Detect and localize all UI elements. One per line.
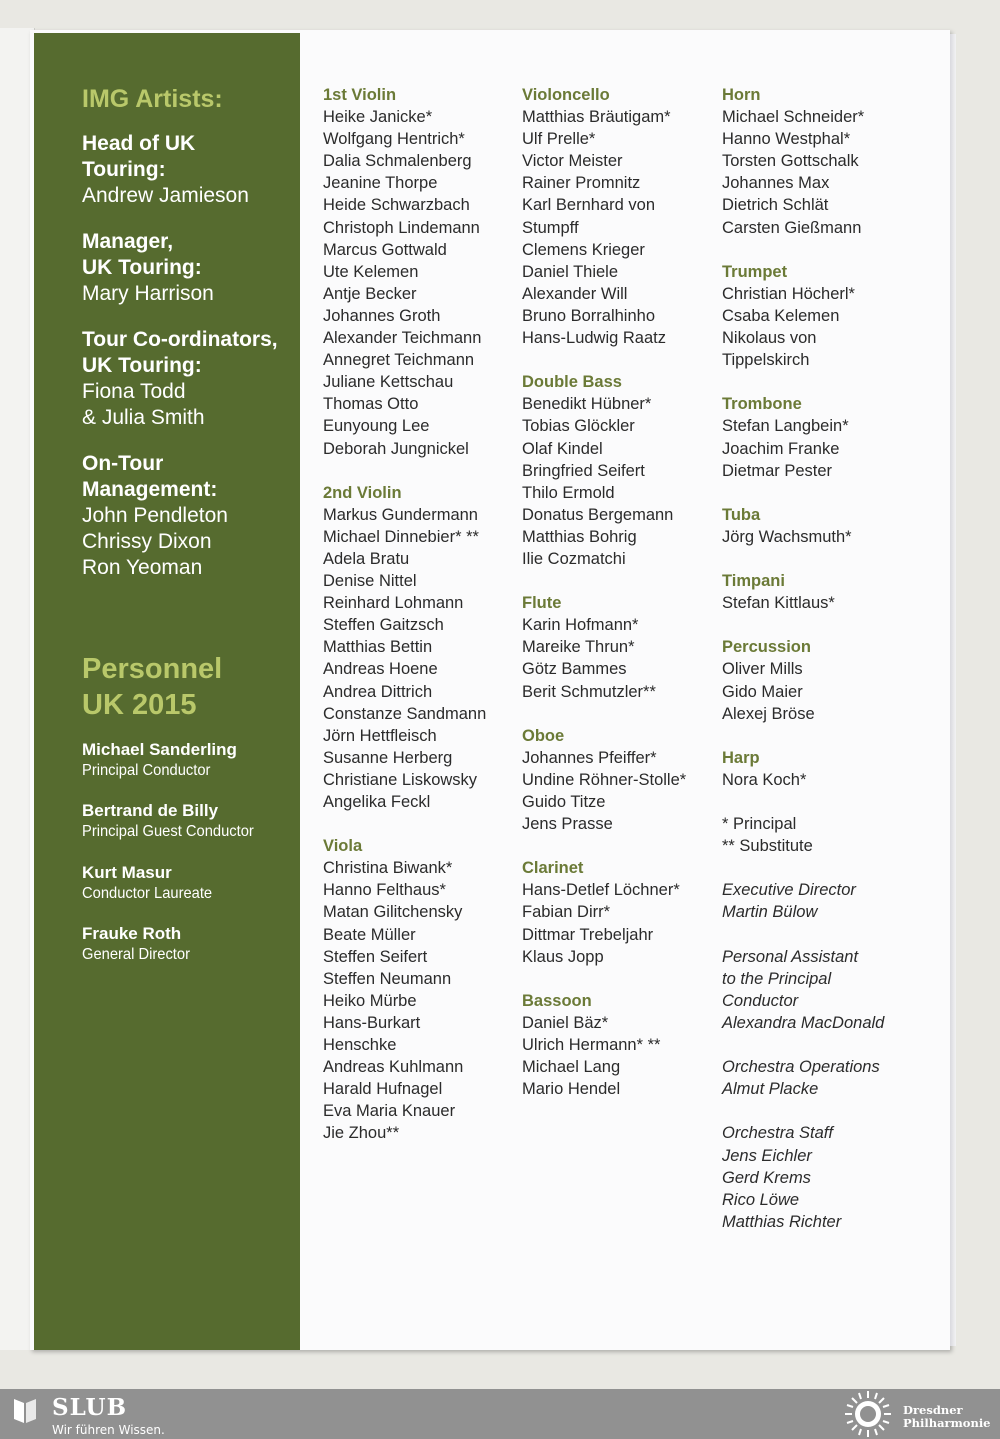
staff-line: Alexandra MacDonald	[722, 1013, 885, 1032]
staff-line: Orchestra Operations	[722, 1058, 880, 1077]
staff-line: Executive Director	[722, 881, 856, 900]
member-name: Joachim Franke	[722, 439, 840, 458]
staff-line: Matthias Richter	[722, 1212, 842, 1231]
member-name: Stefan Langbein*	[722, 417, 849, 436]
member-name: Hanno Westphal*	[722, 130, 851, 149]
member-name: Michael Dinnebier* **	[323, 527, 479, 546]
staff-line: Orchestra Staff	[722, 1124, 833, 1143]
leader-name: Kurt Masur	[82, 863, 172, 882]
member-name: Karin Hofmann*	[522, 616, 639, 635]
member-name: Benedikt Hübner*	[522, 395, 652, 414]
member-name: Annegret Teichmann	[323, 351, 475, 370]
section	[323, 482, 523, 813]
member-name: Torsten Gottschalk	[722, 152, 859, 171]
legend-substitute: ** Substitute	[722, 837, 813, 856]
member-name: Stefan Kittlaus*	[722, 594, 835, 613]
slub-tagline: Wir führen Wissen.	[52, 1423, 165, 1437]
staff-line: to the Principal	[722, 969, 832, 988]
section	[722, 261, 922, 371]
member-name: Michael Schneider*	[722, 108, 865, 127]
member-name: Berit Schmutzler**	[522, 682, 656, 701]
member-name: Dietmar Pester	[722, 461, 833, 480]
section-title: Bassoon	[522, 991, 592, 1010]
member-name: Johannes Pfeiffer*	[522, 748, 657, 767]
member-name: Johannes Groth	[323, 306, 441, 325]
member-name: Bruno Borralhinho	[522, 306, 655, 325]
member-name: Heide Schwarzbach	[323, 196, 470, 215]
member-name: Matthias Bettin	[323, 638, 433, 657]
leader-role: Principal Conductor	[82, 762, 211, 779]
member-name: Daniel Bäz*	[522, 1013, 609, 1032]
member-name: Hanno Felthaus*	[323, 881, 446, 900]
member-name: Andreas Kuhlmann	[323, 1058, 464, 1077]
member-name: Heiko Mürbe	[323, 991, 417, 1010]
member-name: Tobias Glöckler	[522, 417, 635, 436]
member-name: Nikolaus von Tippelskirch	[722, 329, 817, 370]
legend	[722, 813, 922, 857]
member-name: Christoph Lindemann	[323, 218, 480, 237]
member-name: Gido Maier	[722, 682, 803, 701]
roster-column-3	[722, 84, 922, 1233]
member-name: Alexej Bröse	[722, 704, 815, 723]
staff-list	[722, 879, 922, 1233]
section	[323, 835, 523, 1144]
member-name: Reinhard Lohmann	[323, 594, 464, 613]
section	[722, 504, 922, 548]
section	[522, 725, 722, 835]
staff-line: Martin Bülow	[722, 903, 818, 922]
member-name: Karl Bernhard von Stumpff	[522, 196, 655, 237]
member-name: Matthias Bräutigam*	[522, 108, 671, 127]
block-value: Mary Harrison	[82, 282, 214, 305]
member-name: Deborah Jungnickel	[323, 439, 469, 458]
section	[722, 84, 922, 239]
member-name: Heike Janicke*	[323, 108, 433, 127]
section-title: 1st Violin	[323, 86, 397, 104]
right-page-edge	[950, 34, 956, 1346]
section-title: Violoncello	[522, 86, 610, 104]
member-name: Thilo Ermold	[522, 483, 615, 502]
member-name: Alexander Teichmann	[323, 329, 482, 348]
leader-entry	[82, 862, 297, 904]
section	[522, 990, 722, 1100]
member-name: Marcus Gottwald	[323, 240, 447, 259]
section	[522, 371, 722, 570]
member-name: Susanne Herberg	[323, 748, 453, 767]
member-name: Guido Titze	[522, 793, 606, 811]
member-name: Antje Becker	[323, 284, 417, 303]
member-name: Hans-Ludwig Raatz	[522, 329, 666, 348]
img-artists-heading: IMG Artists:	[82, 85, 223, 113]
member-name: Eunyoung Lee	[323, 417, 430, 436]
member-name: Angelika Feckl	[323, 793, 431, 811]
member-name: Andrea Dittrich	[323, 682, 433, 701]
leader-role: Conductor Laureate	[82, 885, 213, 902]
block-value: Andrew Jamieson	[82, 184, 249, 207]
section-title: Tuba	[722, 505, 761, 524]
section	[522, 84, 722, 349]
member-name: Eva Maria Knauer	[323, 1102, 456, 1121]
member-name: Alexander Will	[522, 284, 628, 303]
member-name: Götz Bammes	[522, 660, 627, 679]
member-name: Steffen Seifert	[323, 947, 428, 966]
section	[722, 393, 922, 481]
member-name: Dittmar Trebeljahr	[522, 925, 654, 944]
staff-group	[722, 879, 922, 923]
member-name: Nora Koch*	[722, 770, 807, 789]
on-tour-management-block	[82, 451, 297, 581]
leader-role: Principal Guest Conductor	[82, 823, 254, 840]
member-name: Andreas Hoene	[323, 660, 438, 679]
section-title: Oboe	[522, 726, 565, 745]
section-title: Trumpet	[722, 262, 788, 281]
member-name: Hans-Burkart Henschke	[323, 1013, 421, 1055]
personnel-heading: Personnel UK 2015	[82, 653, 223, 721]
col3-sections	[722, 84, 922, 791]
staff-line: Conductor	[722, 991, 799, 1010]
member-name: Clemens Krieger	[522, 240, 645, 259]
block-title: On-Tour Management:	[82, 452, 218, 501]
section	[722, 747, 922, 791]
member-name: Klaus Jopp	[522, 947, 604, 966]
member-name: Ulf Prelle*	[522, 130, 596, 149]
block-title: Tour Co-ordinators, UK Touring:	[82, 328, 278, 377]
section-title: Double Bass	[522, 373, 622, 392]
member-name: Jens Prasse	[522, 815, 613, 834]
member-name: Beate Müller	[323, 925, 416, 944]
member-name: Adela Bratu	[323, 549, 410, 568]
leader-entry	[82, 800, 297, 842]
section-title: 2nd Violin	[323, 483, 402, 502]
member-name: Ute Kelemen	[323, 262, 419, 281]
staff-line: Rico Löwe	[722, 1190, 800, 1209]
member-name: Matan Gilitchensky	[323, 903, 463, 922]
member-name: Bringfried Seifert	[522, 461, 645, 480]
member-name: Oliver Mills	[722, 660, 803, 679]
member-name: Rainer Promnitz	[522, 174, 641, 193]
member-name: Thomas Otto	[323, 395, 419, 414]
member-name: Ilie Cozmatchi	[522, 549, 626, 568]
section-title: Harp	[722, 748, 760, 767]
tour-coordinators-block	[82, 327, 314, 431]
staff-group	[722, 1056, 922, 1100]
member-name: Johannes Max	[722, 174, 830, 193]
member-name: Christina Biwank*	[323, 859, 453, 878]
section-title: Horn	[722, 86, 761, 104]
legend-principal: * Principal	[722, 815, 797, 834]
section	[522, 592, 722, 702]
member-name: Matthias Bohrig	[522, 527, 637, 546]
section-title: Flute	[522, 594, 562, 613]
staff-line: Almut Placke	[722, 1080, 819, 1099]
member-name: Steffen Gaitzsch	[323, 616, 444, 635]
block-value: Fiona Todd & Julia Smith	[82, 380, 205, 429]
member-name: Fabian Dirr*	[522, 903, 611, 922]
staff-line: Jens Eichler	[722, 1146, 812, 1165]
staff-line: Gerd Krems	[722, 1168, 811, 1187]
section-title: Timpani	[722, 572, 785, 591]
leader-name: Bertrand de Billy	[82, 801, 219, 820]
block-title: Head of UK Touring:	[82, 132, 196, 181]
member-name: Olaf Kindel	[522, 439, 603, 458]
section-title: Trombone	[722, 395, 802, 414]
sidebar	[34, 33, 300, 1350]
leader-role: General Director	[82, 946, 190, 963]
member-name: Ulrich Hermann* **	[522, 1036, 661, 1055]
leader-name: Michael Sanderling	[82, 740, 237, 759]
philharmonie-sunburst-icon	[842, 1389, 894, 1439]
member-name: Jie Zhou**	[323, 1124, 400, 1143]
section	[522, 857, 722, 967]
member-name: Dalia Schmalenberg	[323, 152, 472, 171]
section-title: Clarinet	[522, 859, 584, 878]
section-title: Percussion	[722, 638, 811, 657]
staff-line: Personal Assistant	[722, 947, 859, 966]
member-name: Dietrich Schlät	[722, 196, 829, 215]
member-name: Harald Hufnagel	[323, 1080, 443, 1099]
leader-entry	[82, 923, 297, 965]
member-name: Csaba Kelemen	[722, 306, 840, 325]
member-name: Juliane Kettschau	[323, 373, 454, 392]
staff-group	[722, 1122, 922, 1232]
member-name: Daniel Thiele	[522, 262, 619, 281]
member-name: Jeanine Thorpe	[323, 174, 438, 193]
section	[323, 84, 523, 460]
member-name: Steffen Neumann	[323, 969, 452, 988]
member-name: Mario Hendel	[522, 1080, 621, 1099]
slub-book-icon	[12, 1397, 38, 1425]
member-name: Hans-Detlef Löchner*	[522, 881, 680, 900]
member-name: Victor Meister	[522, 152, 623, 171]
section	[722, 636, 922, 724]
section-title: Viola	[323, 837, 363, 856]
section	[722, 570, 922, 614]
member-name: Denise Nittel	[323, 572, 417, 591]
head-of-touring-block	[82, 131, 297, 209]
manager-block	[82, 229, 297, 307]
member-name: Jörn Hettfleisch	[323, 726, 437, 745]
member-name: Jörg Wachsmuth*	[722, 527, 852, 546]
block-title: Manager, UK Touring:	[82, 230, 202, 279]
member-name: Donatus Bergemann	[522, 505, 674, 524]
leader-entry	[82, 739, 297, 781]
member-name: Wolfgang Hentrich*	[323, 130, 465, 149]
block-value: John Pendleton Chrissy Dixon Ron Yeoman	[82, 504, 228, 579]
member-name: Undine Röhner-Stolle*	[522, 770, 687, 789]
member-name: Christian Höcherl*	[722, 284, 855, 303]
leader-name: Frauke Roth	[82, 924, 182, 943]
slub-logo-text[interactable]: SLUB	[52, 1394, 128, 1421]
viewer-footer	[0, 1389, 1000, 1439]
roster-column-2	[522, 84, 722, 1100]
member-name: Christiane Liskowsky	[323, 770, 478, 789]
member-name: Constanze Sandmann	[323, 704, 487, 723]
philharmonie-logo-text[interactable]: Dresdner Philharmonie	[903, 1403, 991, 1430]
member-name: Markus Gundermann	[323, 505, 478, 524]
staff-group	[722, 946, 922, 1034]
member-name: Michael Lang	[522, 1058, 621, 1077]
roster-column-1	[323, 84, 523, 1145]
member-name: Carsten Gießmann	[722, 218, 862, 237]
member-name: Mareike Thrun*	[522, 638, 635, 657]
